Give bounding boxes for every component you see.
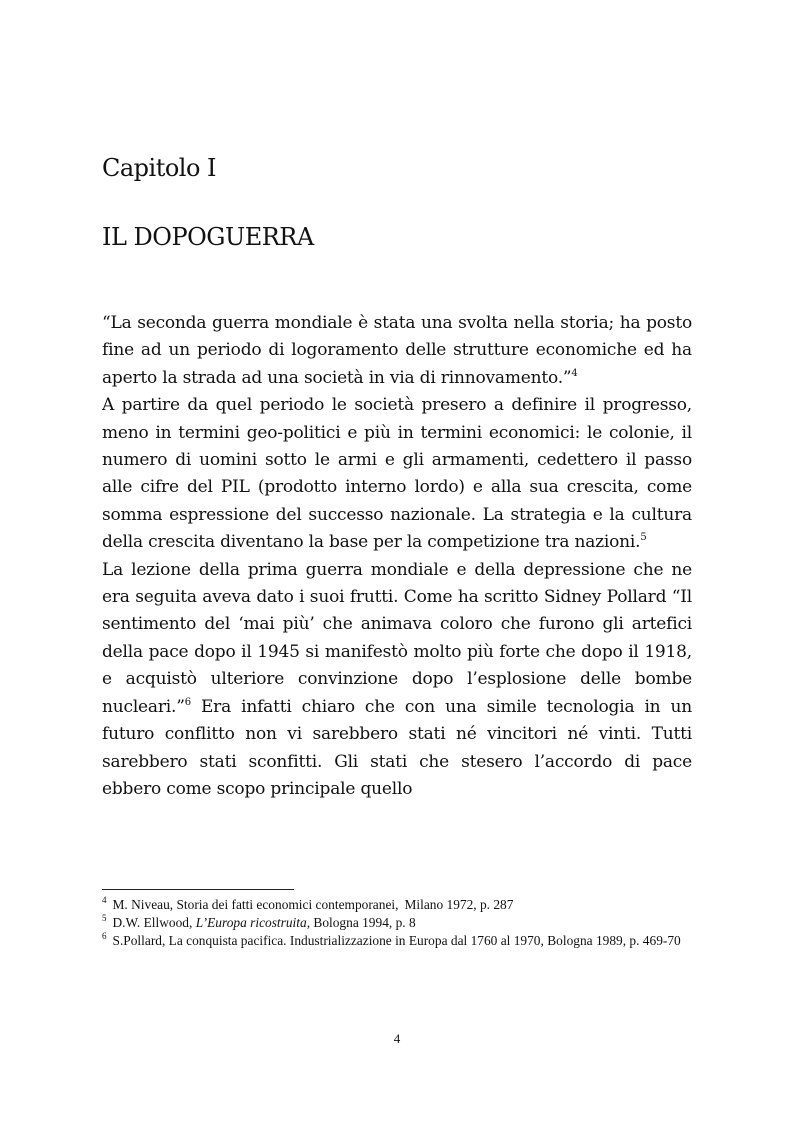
footnote-number: 6 — [102, 931, 107, 941]
chapter-title: Capitolo I — [102, 154, 217, 182]
paragraph-text-after: Era infatti chiaro che con una simile tecnologia in un futuro conflitto non vi sarebbero stati né vincitori né vinti. Tutti sarebbero stati sconfitti. Gli stati che stesero l’accordo di pace ebbero come scopo principale quello — [102, 696, 692, 799]
section-title: IL DOPOGUERRA — [102, 223, 314, 251]
footnote-number: 4 — [102, 895, 107, 905]
paragraph-text: La lezione della prima guerra mondiale e della depressione che ne era seguita aveva dato i suoi frutti. Come ha scritto Sidney Pollard “Il sentimento del ‘mai più’ che animava coloro che furono gli artefici della pace dopo il 1945 si manifestò molto più forte che dopo il 1918, e acquistò ulteriore convinzione dopo l’esplosione delle bombe nucleari.” — [102, 559, 692, 717]
footnotes — [102, 896, 692, 950]
footnote-work: La conquista pacifica. Industrializzazione in Europa dal 1760 al 1970, — [168, 933, 544, 948]
footnote — [102, 932, 692, 950]
footnote-work: Storia dei fatti economici contemporanei, — [176, 897, 399, 912]
footnote — [102, 896, 692, 914]
body-text — [102, 310, 692, 803]
footnote-author: S.Pollard, — [112, 933, 169, 948]
paragraph — [102, 310, 692, 392]
footnote-ref[interactable]: 4 — [571, 367, 578, 379]
footnote-ref[interactable]: 5 — [640, 532, 647, 544]
footnote-details: Bologna 1989, p. 469-70 — [547, 933, 681, 948]
paragraph — [102, 557, 692, 804]
footnote-details: , Bologna 1994, p. 8 — [306, 915, 416, 930]
footnote-author: D.W. Ellwood, — [112, 915, 196, 930]
footnote — [102, 914, 692, 932]
page-number: 4 — [393, 1031, 401, 1046]
footnote-number: 5 — [102, 913, 107, 923]
footnote-author: M. Niveau, — [112, 897, 177, 912]
footnote-ref[interactable]: 6 — [184, 696, 191, 708]
paragraph — [102, 392, 692, 556]
paragraph-text: A partire da quel periodo le società presero a definire il progresso, meno in termini geo-politici e più in termini economici: le colonie, il numero di uomini sotto le armi e gli armamenti, cedettero il passo alle cifre del PIL (prodotto interno lordo) e alla sua crescita, come somma espressione del successo nazionale. La strategia e la cultura della crescita diventano la base per la competizione tra nazioni. — [102, 395, 692, 553]
footnote-separator — [102, 889, 294, 890]
footnote-details: Milano 1972, p. 287 — [404, 897, 514, 912]
paragraph-text: “La seconda guerra mondiale è stata una svolta nella storia; ha posto fine ad un periodo di logoramento delle strutture economiche ed ha aperto la strada ad una società in via di rinnovamento.” — [102, 313, 692, 388]
footnote-work: L’Europa ricostruita — [195, 915, 307, 930]
